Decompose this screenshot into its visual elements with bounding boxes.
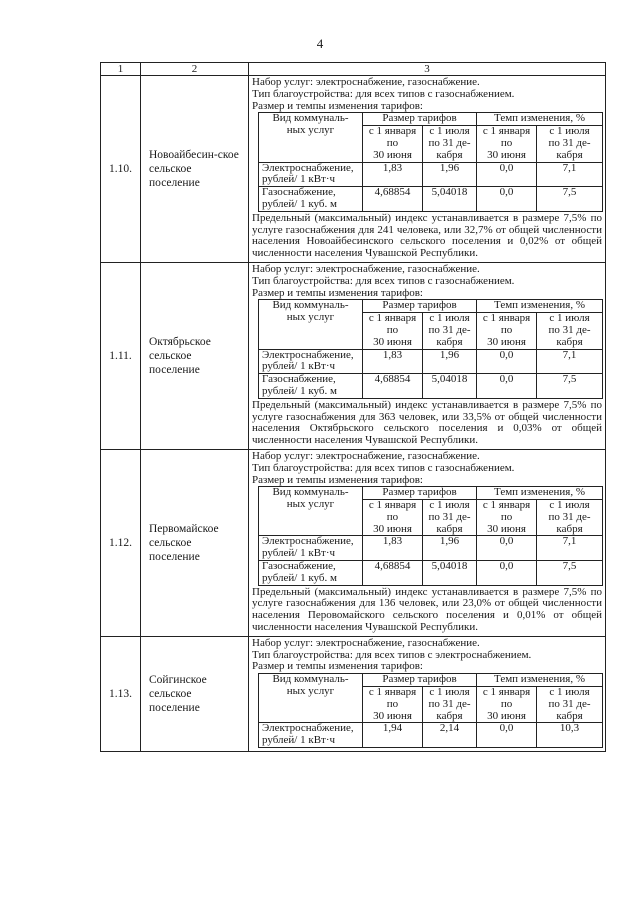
tariff-subtable [258, 112, 603, 211]
tariff-size-header: Размер тарифов [363, 300, 477, 313]
period-jul-header: с 1 июля по 31 де- кабря [423, 500, 477, 536]
tariff-size-caption: Размер и темпы изменения тарифов: [252, 660, 423, 673]
change-rate-header: Темп изменения, % [477, 674, 603, 687]
period-jul-header: с 1 июля по 31 де- кабря [423, 126, 477, 162]
settlement-name: Октябрьское сельское поселение [141, 262, 249, 449]
tariff-jan-value: 1,83 [363, 162, 423, 187]
period-jul-header: с 1 июля по 31 де- кабря [537, 500, 603, 536]
change-rate-header: Темп изменения, % [477, 487, 603, 500]
settlement-name: Новоайбесин-ское сельское поселение [141, 76, 249, 263]
tariff-jul-value: 2,14 [423, 723, 477, 748]
tariff-jan-value: 1,83 [363, 349, 423, 374]
row-number: 1.12. [101, 449, 141, 636]
rate-jan-value: 0,0 [477, 162, 537, 187]
improvement-type-text: Тип благоустройства: для всех типов с газоснабжением. [252, 87, 515, 100]
service-kind: Электроснабжение, рублей/ 1 кВт·ч [259, 349, 363, 374]
period-jan-header: с 1 января по 30 июня [363, 126, 423, 162]
tariff-details [249, 449, 606, 636]
period-jan-header: с 1 января по 30 июня [477, 500, 537, 536]
tariff-size-header: Размер тарифов [363, 674, 477, 687]
tariff-subtable [258, 673, 603, 748]
tariff-subtable [258, 486, 603, 585]
tariff-jul-value: 1,96 [423, 349, 477, 374]
rate-jul-value: 7,1 [537, 162, 603, 187]
tariff-details [249, 636, 606, 751]
period-jan-header: с 1 января по 30 июня [363, 500, 423, 536]
rate-jul-value: 7,5 [537, 374, 603, 399]
max-index-note: Предельный (максимальный) индекс устанавливается в размере 7,5% по услуге газоснабжения для 136 человек, или 23,0% от общей численности населения Перовомайского сельского поселения и 0,01% от общей численности населения Чувашской Республики. [252, 585, 602, 634]
column-number-1: 1 [101, 63, 141, 76]
rate-jul-value: 7,1 [537, 536, 603, 561]
tariff-jul-value: 1,96 [423, 162, 477, 187]
period-jul-header: с 1 июля по 31 де- кабря [537, 687, 603, 723]
tariff-jan-value: 1,83 [363, 536, 423, 561]
tariff-size-header: Размер тарифов [363, 487, 477, 500]
table-row [101, 449, 606, 636]
tariff-jan-value: 4,68854 [363, 374, 423, 399]
period-jul-header: с 1 июля по 31 де- кабря [537, 313, 603, 349]
period-jan-header: с 1 января по 30 июня [477, 126, 537, 162]
service-kind-header: Вид коммуналь- ных услуг [259, 674, 363, 723]
tariff-subtable [258, 299, 603, 398]
table-row [101, 636, 606, 751]
services-set-text: Набор услуг: электроснабжение, газоснабжение. [252, 636, 480, 649]
period-jan-header: с 1 января по 30 июня [477, 313, 537, 349]
service-kind: Электроснабжение, рублей/ 1 кВт·ч [259, 723, 363, 748]
settlement-name: Сойгинское сельское поселение [141, 636, 249, 751]
change-rate-header: Темп изменения, % [477, 300, 603, 313]
settlement-name: Первомайское сельское поселение [141, 449, 249, 636]
max-index-note: Предельный (максимальный) индекс устанавливается в размере 7,5% по услуге газоснабжения для 363 человек, или 33,5% от общей численности населения Октябрьского сельского поселения и 0,03% от общей численности населения Чувашской Республики. [252, 398, 602, 447]
tariff-jul-value: 5,04018 [423, 187, 477, 212]
rate-jan-value: 0,0 [477, 187, 537, 212]
column-number-3: 3 [249, 63, 606, 76]
service-row [259, 374, 603, 399]
tariff-jan-value: 1,94 [363, 723, 423, 748]
service-row [259, 561, 603, 586]
tariff-size-caption: Размер и темпы изменения тарифов: [252, 99, 423, 112]
tariff-details [249, 262, 606, 449]
tariff-jan-value: 4,68854 [363, 187, 423, 212]
service-kind-header: Вид коммуналь- ных услуг [259, 487, 363, 536]
tariff-size-header: Размер тарифов [363, 113, 477, 126]
service-kind: Электроснабжение, рублей/ 1 кВт·ч [259, 162, 363, 187]
tariff-size-caption: Размер и темпы изменения тарифов: [252, 286, 423, 299]
service-kind: Газоснабжение, рублей/ 1 куб. м [259, 561, 363, 586]
period-jan-header: с 1 января по 30 июня [363, 313, 423, 349]
column-number-2: 2 [141, 63, 249, 76]
tariff-jan-value: 4,68854 [363, 561, 423, 586]
service-row [259, 349, 603, 374]
services-set-text: Набор услуг: электроснабжение, газоснабжение. [252, 449, 480, 462]
row-number: 1.11. [101, 262, 141, 449]
rate-jan-value: 0,0 [477, 349, 537, 374]
tariff-size-caption: Размер и темпы изменения тарифов: [252, 473, 423, 486]
period-jul-header: с 1 июля по 31 де- кабря [537, 126, 603, 162]
rate-jul-value: 10,3 [537, 723, 603, 748]
improvement-type-text: Тип благоустройства: для всех типов с электроснабжением. [252, 648, 532, 661]
tariff-jul-value: 5,04018 [423, 374, 477, 399]
rate-jan-value: 0,0 [477, 374, 537, 399]
services-set-text: Набор услуг: электроснабжение, газоснабжение. [252, 76, 480, 88]
rate-jul-value: 7,5 [537, 187, 603, 212]
period-jan-header: с 1 января по 30 июня [363, 687, 423, 723]
improvement-type-text: Тип благоустройства: для всех типов с газоснабжением. [252, 461, 515, 474]
rate-jan-value: 0,0 [477, 536, 537, 561]
table-row [101, 262, 606, 449]
service-kind-header: Вид коммуналь- ных услуг [259, 113, 363, 162]
tariff-jul-value: 1,96 [423, 536, 477, 561]
row-number: 1.10. [101, 76, 141, 263]
service-kind: Газоснабжение, рублей/ 1 куб. м [259, 374, 363, 399]
improvement-type-text: Тип благоустройства: для всех типов с газоснабжением. [252, 274, 515, 287]
tariff-table [100, 62, 606, 752]
rate-jan-value: 0,0 [477, 561, 537, 586]
service-kind: Газоснабжение, рублей/ 1 куб. м [259, 187, 363, 212]
tariff-jul-value: 5,04018 [423, 561, 477, 586]
rate-jul-value: 7,5 [537, 561, 603, 586]
column-number-row [101, 63, 606, 76]
service-row [259, 187, 603, 212]
period-jul-header: с 1 июля по 31 де- кабря [423, 313, 477, 349]
service-row [259, 162, 603, 187]
row-number: 1.13. [101, 636, 141, 751]
tariff-details [249, 76, 606, 263]
table-row [101, 76, 606, 263]
service-kind: Электроснабжение, рублей/ 1 кВт·ч [259, 536, 363, 561]
period-jan-header: с 1 января по 30 июня [477, 687, 537, 723]
rate-jul-value: 7,1 [537, 349, 603, 374]
service-kind-header: Вид коммуналь- ных услуг [259, 300, 363, 349]
rate-jan-value: 0,0 [477, 723, 537, 748]
services-set-text: Набор услуг: электроснабжение, газоснабжение. [252, 262, 480, 275]
max-index-note: Предельный (максимальный) индекс устанавливается в размере 7,5% по услуге газоснабжения для 241 человека, или 32,7% от общей численности населения Новоайбесинского сельского поселения и 0,02% от общей численности населения Чувашской Республики. [252, 211, 602, 260]
change-rate-header: Темп изменения, % [477, 113, 603, 126]
page-number: 4 [316, 36, 324, 51]
service-row [259, 723, 603, 748]
service-row [259, 536, 603, 561]
period-jul-header: с 1 июля по 31 де- кабря [423, 687, 477, 723]
